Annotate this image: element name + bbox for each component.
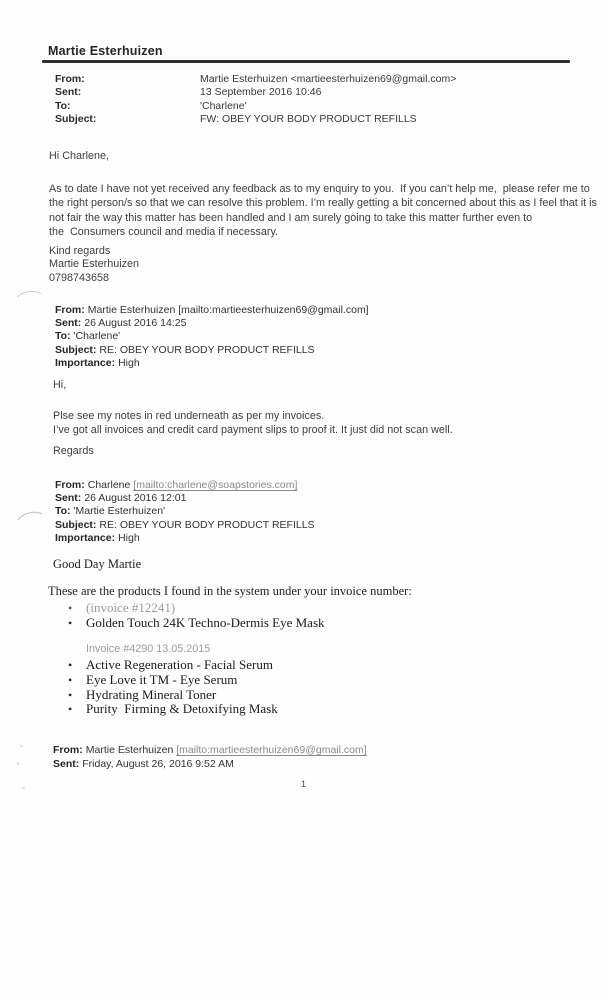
body-line: Plse see my notes in red underneath as per my invoices.: [53, 410, 325, 422]
field-value: 'Charlene': [73, 330, 121, 343]
field-label: Sent:: [55, 317, 82, 330]
email-1-greeting: Hi Charlene,: [49, 150, 110, 162]
field-value: RE: OBEY YOUR BODY PRODUCT REFILLS: [99, 343, 315, 356]
header-row-subject: [55, 344, 369, 357]
body-line: not fair the way this matter has been handled and I am surely going to take this matter further even to: [49, 211, 533, 224]
invoice-2-note: Invoice #4290 13.05.2015: [86, 643, 211, 655]
field-label: From:: [55, 304, 85, 316]
signoff-line: Kind regards: [49, 245, 111, 257]
list-item-product: • Purity Firming & Detoxifying Mask: [48, 702, 518, 717]
email-2-body: [53, 409, 453, 437]
header-row-subject: [55, 519, 315, 532]
header-row-sent: [55, 86, 555, 99]
header-row-sent: [53, 758, 367, 772]
field-label: From:: [55, 479, 85, 491]
email-3-intro: These are the products I found in the system under your invoice number:: [48, 584, 412, 598]
email-1-headers: [55, 73, 555, 126]
header-row-from: [55, 479, 315, 492]
header-row-subject: [55, 113, 555, 126]
email-3-greeting: Good Day Martie: [53, 557, 142, 571]
header-row-from: [55, 304, 369, 317]
field-value: 26 August 2016 12:01: [84, 492, 187, 505]
body-line: As to date I have not yet received any feedback as to my enquiry to you. If you can’t help me, please refer me to: [49, 183, 590, 195]
field-value: High: [118, 531, 140, 544]
field-value: Martie Esterhuizen <martieesterhuizen69@gmail.com>: [200, 73, 457, 85]
field-label: Subject:: [55, 112, 97, 125]
email-4-headers: [53, 744, 367, 771]
email-1-body: [49, 182, 597, 240]
field-label: To:: [55, 505, 71, 518]
email-1-signature: [49, 245, 139, 285]
header-row-from: [55, 73, 555, 86]
scan-artifact: [22, 787, 25, 789]
body-line: I’ve got all invoices and credit card payment slips to proof it. It just did not scan well.: [53, 424, 453, 436]
list-item-product: • Hydrating Mineral Toner: [48, 688, 518, 703]
email-2-greeting: Hi,: [53, 379, 67, 391]
email-2-headers: [55, 304, 369, 370]
header-row-to: [55, 330, 369, 343]
field-value: RE: OBEY YOUR BODY PRODUCT REFILLS: [99, 518, 315, 531]
scan-artifact: [13, 289, 48, 315]
header-row-sent: [55, 492, 315, 505]
field-value: Friday, August 26, 2016 9:52 AM: [82, 757, 234, 770]
signoff-line: 0798743658: [49, 271, 110, 284]
body-line: the right person/s so that we can resolve this problem. I’m really getting a bit concerned about this as I feel that it is: [49, 197, 597, 210]
list-item-product: • Golden Touch 24K Techno-Dermis Eye Mask: [48, 616, 518, 631]
header-row-to: [55, 505, 315, 518]
field-value: High: [118, 356, 140, 369]
header-row-from: [53, 744, 367, 758]
page-title: Martie Esterhuizen: [48, 44, 163, 58]
header-row-to: [55, 100, 555, 113]
scan-artifact: [20, 745, 23, 747]
signoff-line: Martie Esterhuizen: [49, 258, 140, 271]
email-3-headers: [55, 479, 315, 545]
field-label: To:: [55, 330, 71, 343]
sender-name: Charlene: [87, 479, 134, 491]
field-label: Subject:: [55, 343, 97, 356]
list-item-invoice-number: • (invoice #12241): [48, 601, 518, 616]
field-label: From:: [53, 744, 83, 756]
letterhead-rule: [42, 60, 570, 63]
field-value: FW: OBEY YOUR BODY PRODUCT REFILLS: [200, 112, 417, 125]
field-label: Subject:: [55, 518, 97, 531]
list-item-product: • Eye Love it TM - Eye Serum: [48, 673, 518, 688]
body-line: the Consumers council and media if necessary.: [49, 226, 279, 239]
mailto-link[interactable]: [mailto:charlene@soapstories.com]: [133, 479, 298, 491]
field-label: Sent:: [53, 757, 80, 770]
email-2-signoff: Regards: [53, 445, 94, 457]
mailto-link[interactable]: [mailto:martieesterhuizen69@gmail.com]: [176, 744, 367, 756]
sender-name: Martie Esterhuizen: [85, 744, 177, 756]
invoice-2-product-list: [48, 658, 518, 717]
field-label: From:: [55, 73, 85, 85]
scan-artifact: [17, 762, 19, 765]
field-value: 13 September 2016 10:46: [200, 86, 322, 99]
field-label: To:: [55, 99, 71, 112]
field-label: Sent:: [55, 492, 82, 505]
field-label: Sent:: [55, 86, 82, 99]
scan-artifact: [12, 508, 51, 541]
field-value: Martie Esterhuizen [mailto:martieesterhuizen69@gmail.com]: [87, 304, 369, 316]
list-item-product: • Active Regeneration - Facial Serum: [48, 658, 518, 673]
field-value: 'Charlene': [200, 99, 247, 112]
header-row-importance: [55, 532, 315, 545]
page-number: 1: [300, 779, 306, 789]
invoice-1-product-list: [48, 601, 518, 631]
field-label: Importance:: [55, 531, 116, 544]
field-value: 26 August 2016 14:25: [84, 317, 187, 330]
field-label: Importance:: [55, 356, 116, 369]
header-row-importance: [55, 357, 369, 370]
field-value: 'Martie Esterhuizen': [73, 505, 166, 518]
header-row-sent: [55, 317, 369, 330]
